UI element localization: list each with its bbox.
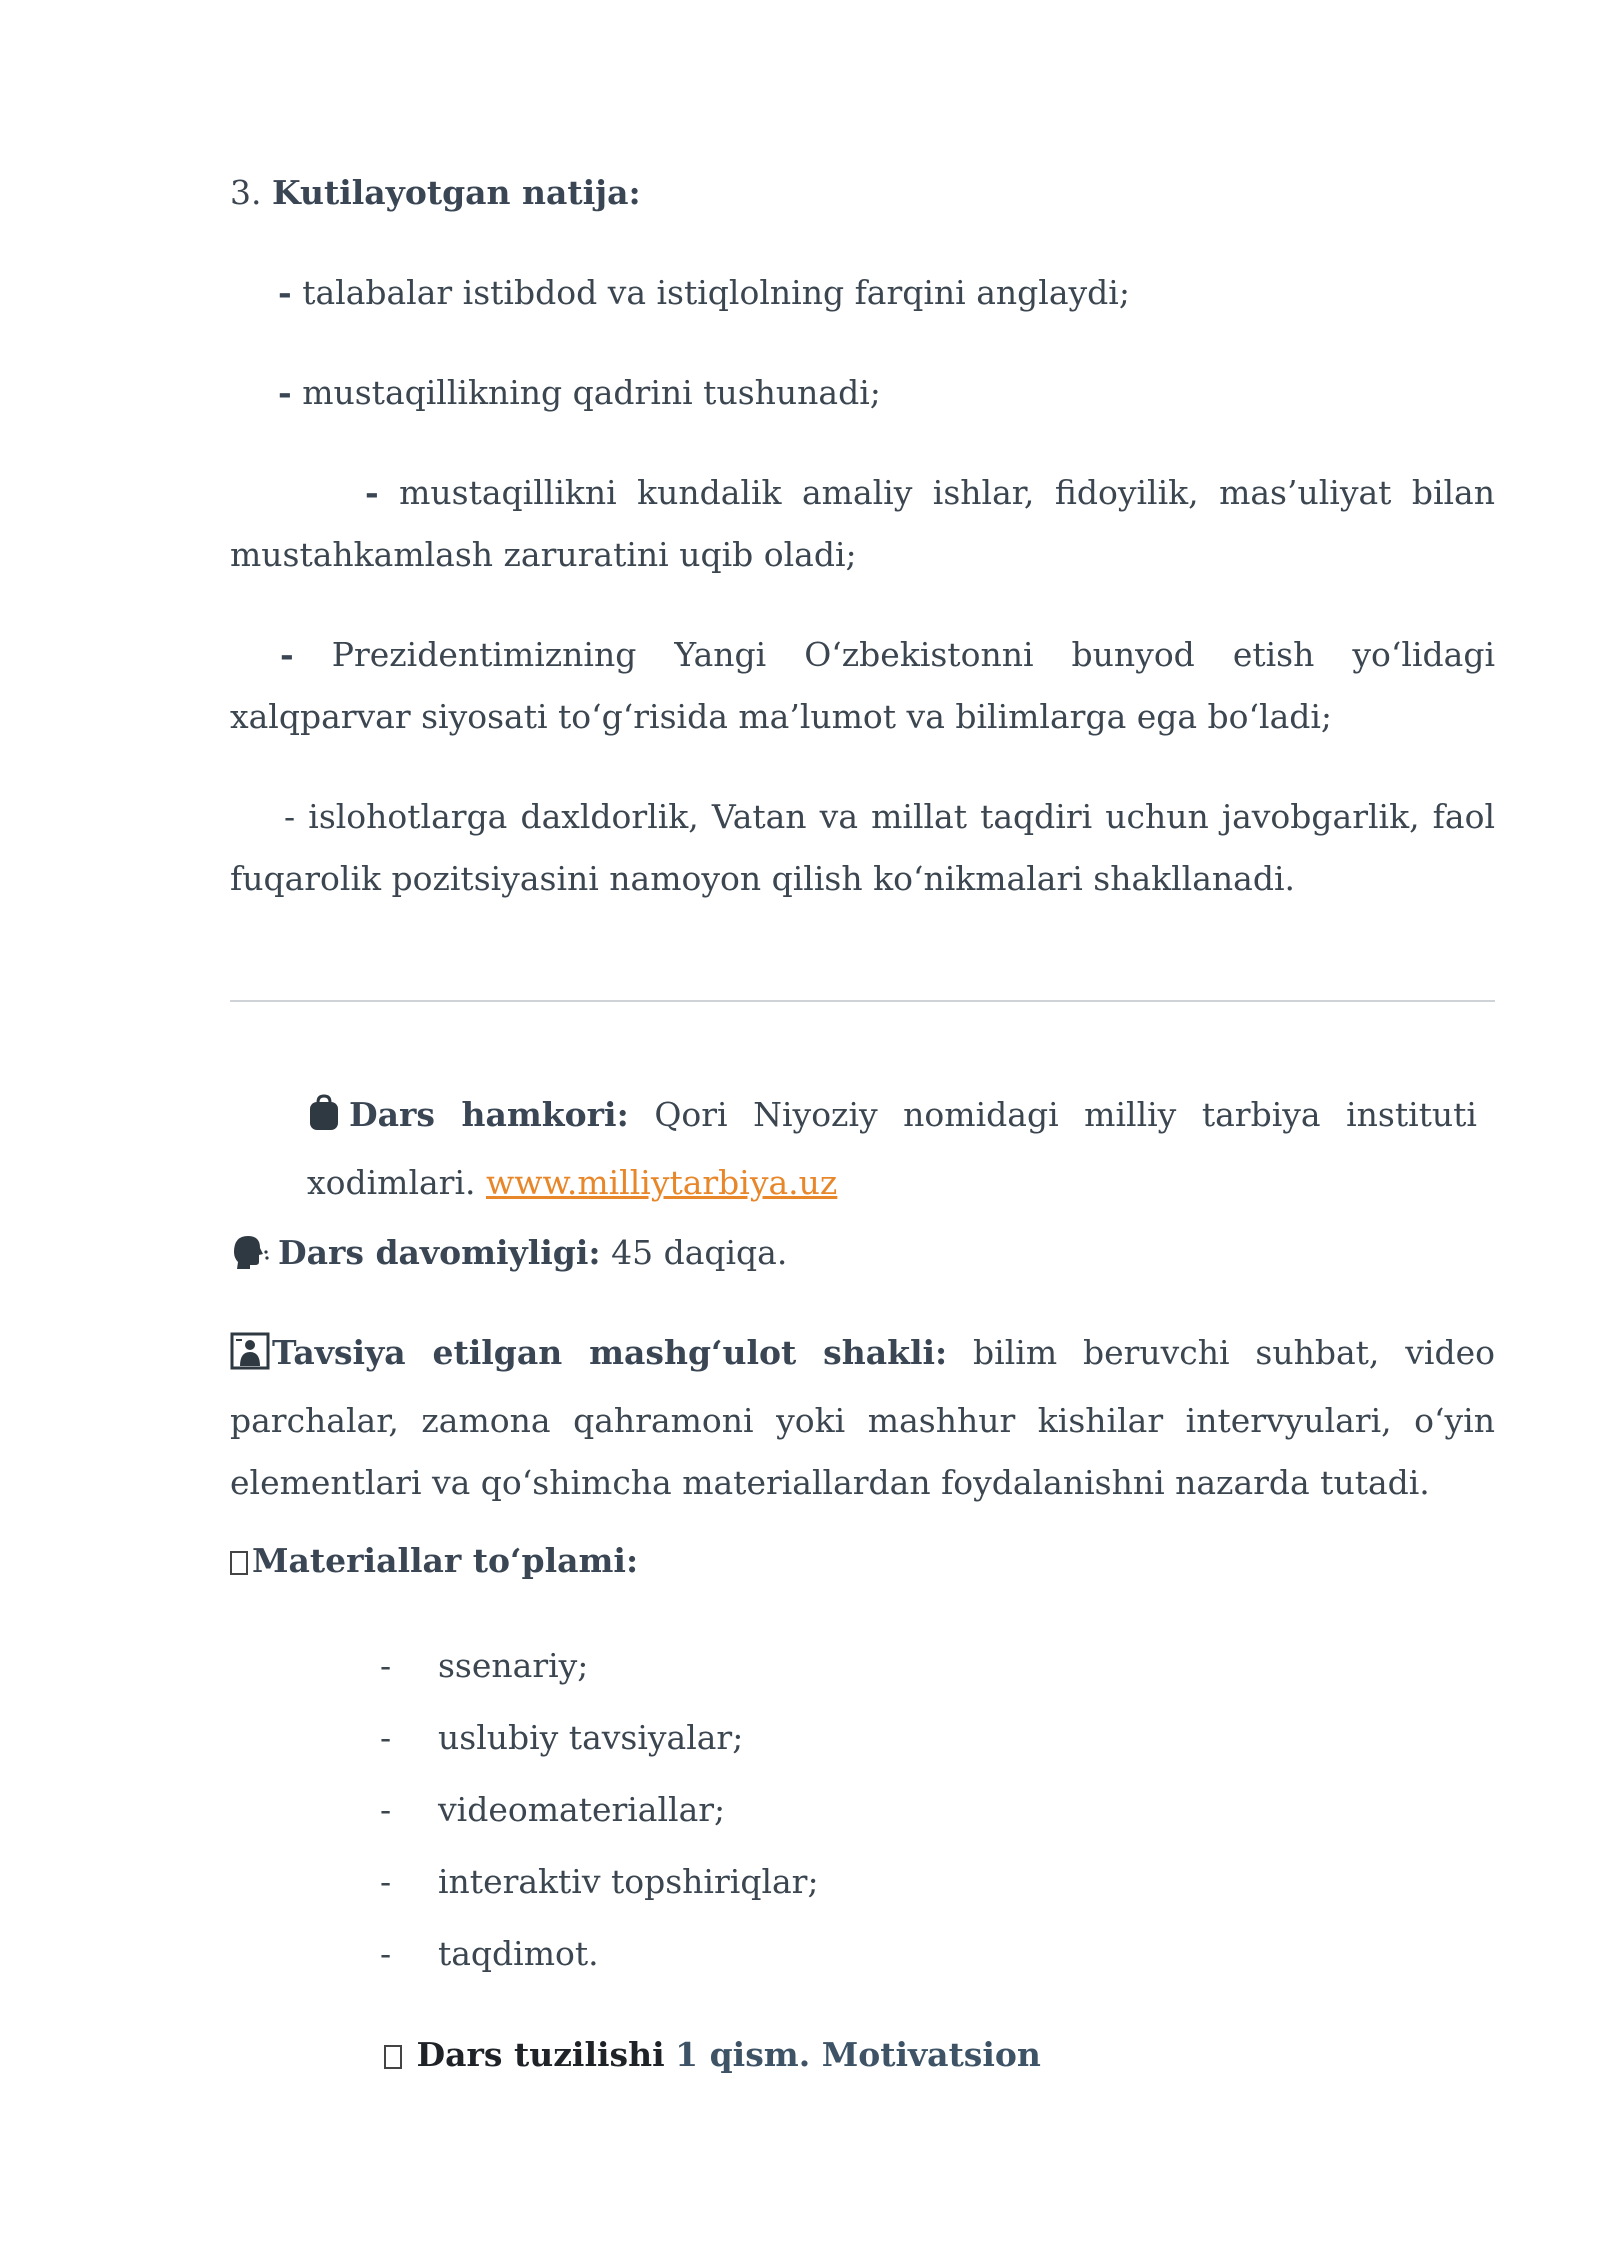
result-item-5 [230, 786, 1495, 910]
result-item-4 [230, 624, 1495, 748]
form-paragraph [230, 1322, 1495, 1514]
dash: - [284, 797, 296, 836]
dash: - [278, 273, 292, 312]
section-title: Kutilayotgan natija: [272, 173, 641, 212]
result-item-3 [230, 462, 1495, 586]
partner-paragraph [307, 1084, 1477, 1214]
materials-heading [230, 1530, 1495, 1592]
partner-link[interactable]: www.milliytarbiya.uz [486, 1163, 838, 1202]
result-text: islohotlarga daxldorlik, Vatan va millat taqdiri uchun javobgarlik, faol fuqarolik pozitsiyasini namoyon qilish ko‘nikmalari shakllanadi. [230, 797, 1495, 898]
materials-list [380, 1630, 819, 1990]
duration-label: Dars davomiyligi: [278, 1233, 601, 1272]
duration-paragraph [230, 1222, 1495, 1290]
dash: - [278, 373, 292, 412]
structure-part: 1 qism. Motivatsion [675, 2035, 1041, 2074]
list-item: - ssenariy; [380, 1646, 589, 1685]
duration-text: 45 daqiqa. [611, 1233, 788, 1272]
speaking-head-icon [230, 1228, 270, 1290]
divider [230, 1000, 1495, 1002]
form-text: bilim beruvchi suhbat, video parchalar, zamona qahramoni yoki mashhur kishilar intervyulari, o‘yin elementlari va qo‘shimcha materiallardan foydalanishni nazarda tutadi. [230, 1333, 1495, 1502]
result-text: Prezidentimizning Yangi O‘zbekistonni bunyod etish yo‘lidagi xalqparvar siyosati to‘g‘risida ma’lumot va bilimlarga ega bo‘ladi; [230, 635, 1495, 736]
list-item: - videomateriallar; [380, 1790, 726, 1829]
partner-label: Dars hamkori: [349, 1095, 629, 1134]
result-text: mustaqillikni kundalik amaliy ishlar, fidoyilik, mas’uliyat bilan mustahkamlash zaruratini uqib oladi; [230, 473, 1495, 574]
structure-heading [384, 2024, 1484, 2086]
list-item: - interaktiv topshiriqlar; [380, 1862, 819, 1901]
result-text: mustaqillikning qadrini tushunadi; [302, 373, 881, 412]
partner-text: Qori Niyoziy nomidagi milliy tarbiya instituti xodimlari. [307, 1095, 1477, 1202]
missing-glyph-icon [230, 1551, 248, 1575]
result-item-2 [230, 362, 1495, 424]
bag-icon [307, 1090, 341, 1152]
materials-label: Materiallar to‘plami: [252, 1541, 639, 1580]
result-item-1 [230, 262, 1495, 324]
structure-label: Dars tuzilishi [416, 2035, 665, 2074]
section-heading [230, 162, 1495, 224]
form-label: Tavsiya etilgan mashg‘ulot shakli: [272, 1333, 948, 1372]
list-item: - taqdimot. [380, 1934, 599, 1973]
missing-glyph-icon [384, 2045, 402, 2069]
dash: - [365, 473, 379, 512]
section-number: 3. [230, 173, 262, 212]
teacher-board-icon [230, 1328, 270, 1390]
list-item: - uslubiy tavsiyalar; [380, 1718, 744, 1757]
result-text: talabalar istibdod va istiqlolning farqini anglaydi; [302, 273, 1130, 312]
dash: - [280, 635, 294, 674]
